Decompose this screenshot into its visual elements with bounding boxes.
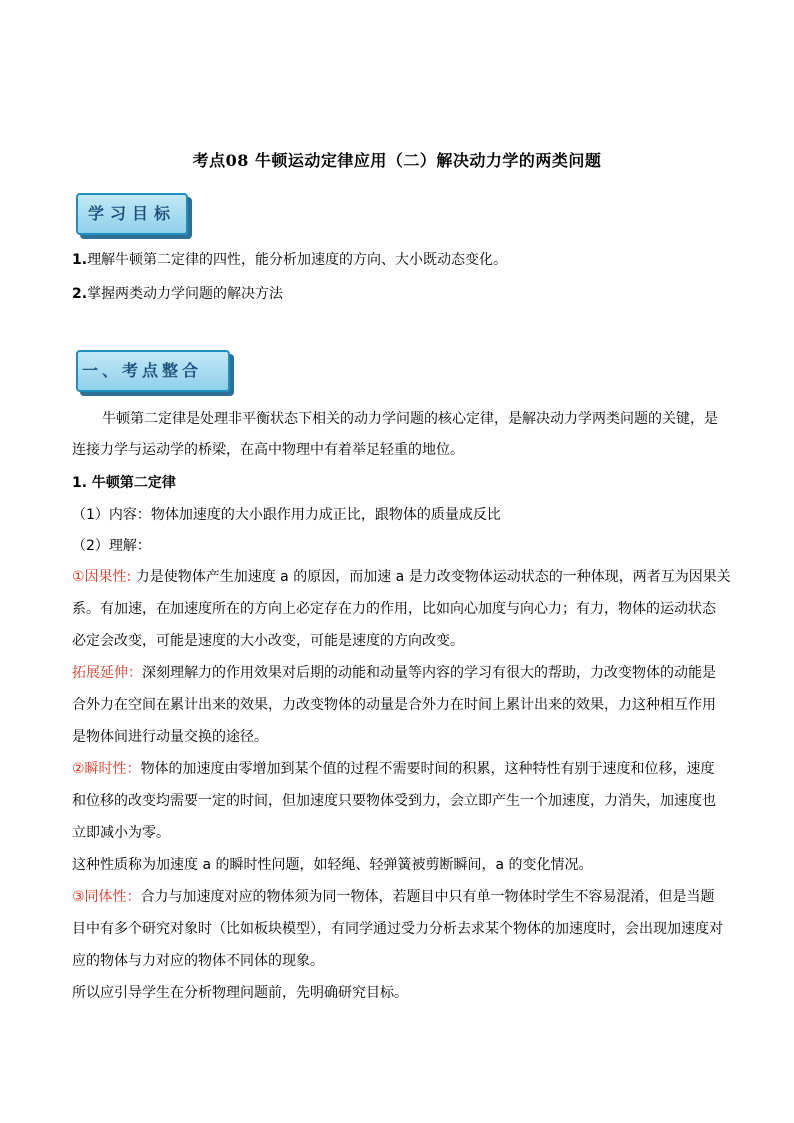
- learning-goals-badge: 学习目标: [76, 193, 188, 235]
- intro-line-1: 牛顿第二定律是处理非平衡状态下相关的动力学问题的核心定律，是解决动力学两类问题的关键，是: [102, 411, 718, 427]
- understanding-item: （2）理解：: [72, 538, 151, 554]
- instantaneity-line-2: 和位移的改变均需要一定的时间，但加速度只要物体受到力，会立即产生一个加速度，力消失，加速度也: [72, 793, 716, 809]
- causality-line-1: ①因果性: 力是使物体产生加速度 a 的原因，而加速 a 是力改变物体运动状态的一种体现，两者互为因果关: [72, 569, 731, 585]
- instantaneity-line-1: ②瞬时性：物体的加速度由零增加到某个值的过程不需要时间的积累，这种特性有别于速度和位移，速度: [72, 761, 715, 777]
- instantaneity-label: ②瞬时性：: [72, 761, 141, 777]
- causality-label: ①因果性:: [72, 569, 132, 585]
- section-badge: 一、考点整合: [76, 350, 230, 392]
- sameness-line-3: 应的物体与力对应的物体不同体的现象。: [72, 953, 324, 969]
- heading-newton-second-law: 1. 牛顿第二定律: [72, 475, 176, 491]
- sameness-line-1: ③同体性：合力与加速度对应的物体须为同一物体，若题目中只有单一物体时学生不容易混淆，但是当题: [72, 889, 715, 905]
- goal-item-1: 1.理解牛顿第二定律的四性，能分析加速度的方向、大小既动态变化。: [72, 252, 508, 268]
- content-item: （1）内容：物体加速度的大小跟作用力成正比，跟物体的质量成反比: [72, 507, 501, 523]
- extension-label: 拓展延伸：: [72, 665, 142, 681]
- causality-line-3: 必定会改变，可能是速度的大小改变，可能是速度的方向改变。: [72, 633, 464, 649]
- sameness-line-4: 所以应引导学生在分析物理问题前，先明确研究目标。: [72, 985, 408, 1001]
- instantaneity-line-4: 这种性质称为加速度 a 的瞬时性问题，如轻绳、轻弹簧被剪断瞬间，a 的变化情况。: [72, 857, 593, 873]
- sameness-line-2: 目中有多个研究对象时（比如板块模型），有同学通过受力分析去求某个物体的加速度时，会出现加速度对: [72, 921, 723, 937]
- causality-line-2: 系。有加速，在加速度所在的方向上必定存在力的作用，比如向心加度与向心力；有力，物体的运动状态: [72, 601, 716, 617]
- intro-line-2: 连接力学与运动学的桥梁，在高中物理中有着举足轻重的地位。: [72, 442, 464, 458]
- extension-line-2: 合外力在空间在累计出来的效果，力改变物体的动量是合外力在时间上累计出来的效果，力这种相互作用: [72, 697, 716, 713]
- extension-line-3: 是物体间进行动量交换的途径。: [72, 729, 268, 745]
- extension-line-1: 拓展延伸：深刻理解力的作用效果对后期的动能和动量等内容的学习有很大的帮助，力改变物体的动能是: [72, 665, 716, 681]
- page-title: 考点08 牛顿运动定律应用（二）解决动力学的两类问题: [192, 151, 602, 170]
- goal-item-2: 2.掌握两类动力学问题的解决方法: [72, 286, 284, 302]
- instantaneity-line-3: 立即减小为零。: [72, 825, 170, 841]
- sameness-label: ③同体性：: [72, 889, 141, 905]
